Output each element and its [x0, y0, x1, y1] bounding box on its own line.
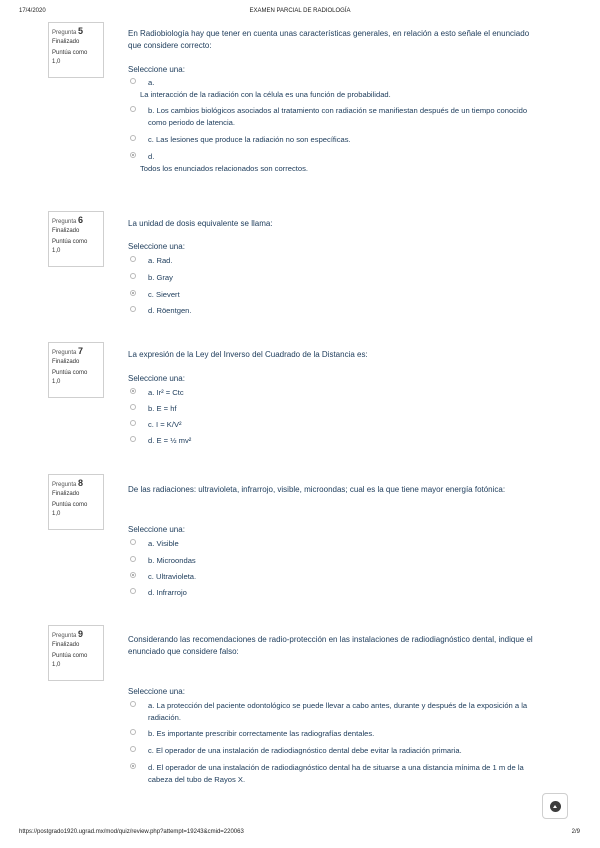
option-7c[interactable] [130, 419, 540, 431]
question-text-8: De las radiaciones: ultravioleta, infrarrojo, visible, microondas; cual es la que tiene mayor energía fotónica: [128, 485, 506, 494]
question-info-5 [48, 22, 104, 78]
option-text: a. Ir² = Ctc [148, 388, 184, 397]
option-7a[interactable] [130, 387, 540, 399]
radio-button-selected[interactable] [130, 572, 136, 578]
question-state: Finalizado [52, 39, 80, 45]
option-8d[interactable] [130, 587, 540, 599]
radio-button[interactable] [130, 106, 136, 112]
answer-prompt: Seleccione una: [128, 65, 185, 74]
option-text: d. Röentgen. [148, 306, 192, 315]
radio-button[interactable] [130, 78, 136, 84]
option-5b[interactable] [130, 105, 540, 129]
option-6c[interactable] [130, 289, 540, 301]
question-mark: Puntúa como 1,0 [52, 502, 88, 517]
radio-button[interactable] [130, 404, 136, 410]
radio-button[interactable] [130, 701, 136, 707]
option-text: c. Las lesiones que produce la radiación no son específicas. [148, 135, 351, 144]
option-9a[interactable] [130, 700, 540, 724]
option-text: a. Visible [148, 539, 179, 548]
answer-prompt: Seleccione una: [128, 525, 185, 534]
print-date: 17/4/2020 [19, 8, 46, 14]
radio-button[interactable] [130, 588, 136, 594]
option-5c[interactable] [130, 134, 540, 146]
question-number: Pregunta 5 [52, 26, 84, 36]
radio-button-selected[interactable] [130, 763, 136, 769]
option-text: c. El operador de una instalación de radiodiagnóstico dental debe evitar la radiación primaria. [148, 746, 462, 755]
radio-button-selected[interactable] [130, 290, 136, 296]
option-7d[interactable] [130, 435, 540, 447]
question-info-9 [48, 625, 104, 681]
option-text: c. I = K/V² [148, 420, 182, 429]
option-text: d. Infrarrojo [148, 588, 187, 597]
radio-button[interactable] [130, 746, 136, 752]
radio-button[interactable] [130, 420, 136, 426]
option-text: a. Rad. [148, 256, 173, 265]
option-text: a. La protección del paciente odontológico se puede llevar a cabo antes, durante y después de la exposición a la radiación. [148, 701, 528, 722]
option-text: b. Microondas [148, 556, 196, 565]
radio-button[interactable] [130, 135, 136, 141]
radio-button[interactable] [130, 729, 136, 735]
option-7b[interactable] [130, 403, 540, 415]
option-text: b. Gray [148, 273, 173, 282]
question-text-7: La expresión de la Ley del Inverso del Cuadrado de la Distancia es: [128, 350, 368, 359]
option-text: c. Sievert [148, 290, 180, 299]
arrow-up-icon [550, 801, 561, 812]
question-text-9: Considerando las recomendaciones de radio-protección en las instalaciones de radiodiagnóstico dental, indique el enunciado que considere falso: [128, 635, 533, 656]
question-number: Pregunta 6 [52, 215, 84, 225]
option-9c[interactable] [130, 745, 540, 757]
question-state: Finalizado [52, 359, 80, 365]
question-number: Pregunta 9 [52, 629, 84, 639]
option-text: b. E = hf [148, 404, 177, 413]
page-number: 2/9 [571, 829, 580, 835]
scroll-to-top-button[interactable] [542, 793, 568, 819]
print-url: https://postgrado1920.ugrad.mx/mod/quiz/review.php?attempt=19243&cmid=220063 [19, 829, 244, 835]
radio-button-selected[interactable] [130, 388, 136, 394]
option-6d[interactable] [130, 305, 540, 317]
question-text-6: La unidad de dosis equivalente se llama: [128, 219, 273, 228]
question-info-7 [48, 342, 104, 398]
answer-prompt: Seleccione una: [128, 687, 185, 696]
question-number: Pregunta 8 [52, 478, 84, 488]
radio-button[interactable] [130, 556, 136, 562]
question-info-8 [48, 474, 104, 530]
option-8b[interactable] [130, 555, 540, 567]
question-state: Finalizado [52, 642, 80, 648]
option-text: c. Ultravioleta. [148, 572, 197, 581]
radio-button[interactable] [130, 436, 136, 442]
radio-button[interactable] [130, 306, 136, 312]
option-text: b. Es importante prescribir correctamente las radiografías dentales. [148, 729, 375, 738]
question-mark: Puntúa como 1,0 [52, 370, 88, 385]
option-text: d. E = ½ mv² [148, 436, 192, 445]
radio-button-selected[interactable] [130, 152, 136, 158]
radio-button[interactable] [130, 256, 136, 262]
question-mark: Puntúa como 1,0 [52, 653, 88, 668]
option-5a[interactable]: a. La interacción de la radiación con la célula es una función de probabilidad. [130, 77, 540, 101]
option-5d[interactable]: d. Todos los enunciados relacionados son correctos. [130, 151, 540, 175]
option-6a[interactable] [130, 255, 540, 267]
option-6b[interactable] [130, 272, 540, 284]
question-text-5: En Radiobiología hay que tener en cuenta unas características generales, en relación a esto señale el enunciado que considere correcto: [128, 29, 530, 50]
radio-button[interactable] [130, 273, 136, 279]
answer-prompt: Seleccione una: [128, 374, 185, 383]
option-text: b. Los cambios biológicos asociados al tratamiento con radiación se manifiestan después de un tiempo conocido como periodo de latencia. [148, 106, 528, 127]
option-9b[interactable] [130, 728, 540, 740]
option-text: d. El operador de una instalación de radiodiagnóstico dental ha de situarse a una distancia mínima de 1 m de la cabeza del tubo de Rayos X. [148, 763, 524, 784]
print-title: EXAMEN PARCIAL DE RADIOLOGÍA [249, 8, 351, 14]
option-8c[interactable] [130, 571, 540, 583]
answer-prompt: Seleccione una: [128, 242, 185, 251]
question-state: Finalizado [52, 491, 80, 497]
question-info-6 [48, 211, 104, 267]
question-state: Finalizado [52, 228, 80, 234]
radio-button[interactable] [130, 539, 136, 545]
question-number: Pregunta 7 [52, 346, 84, 356]
question-mark: Puntúa como 1,0 [52, 50, 88, 65]
question-mark: Puntúa como 1,0 [52, 239, 88, 254]
option-9d[interactable] [130, 762, 540, 786]
option-8a[interactable] [130, 538, 540, 550]
